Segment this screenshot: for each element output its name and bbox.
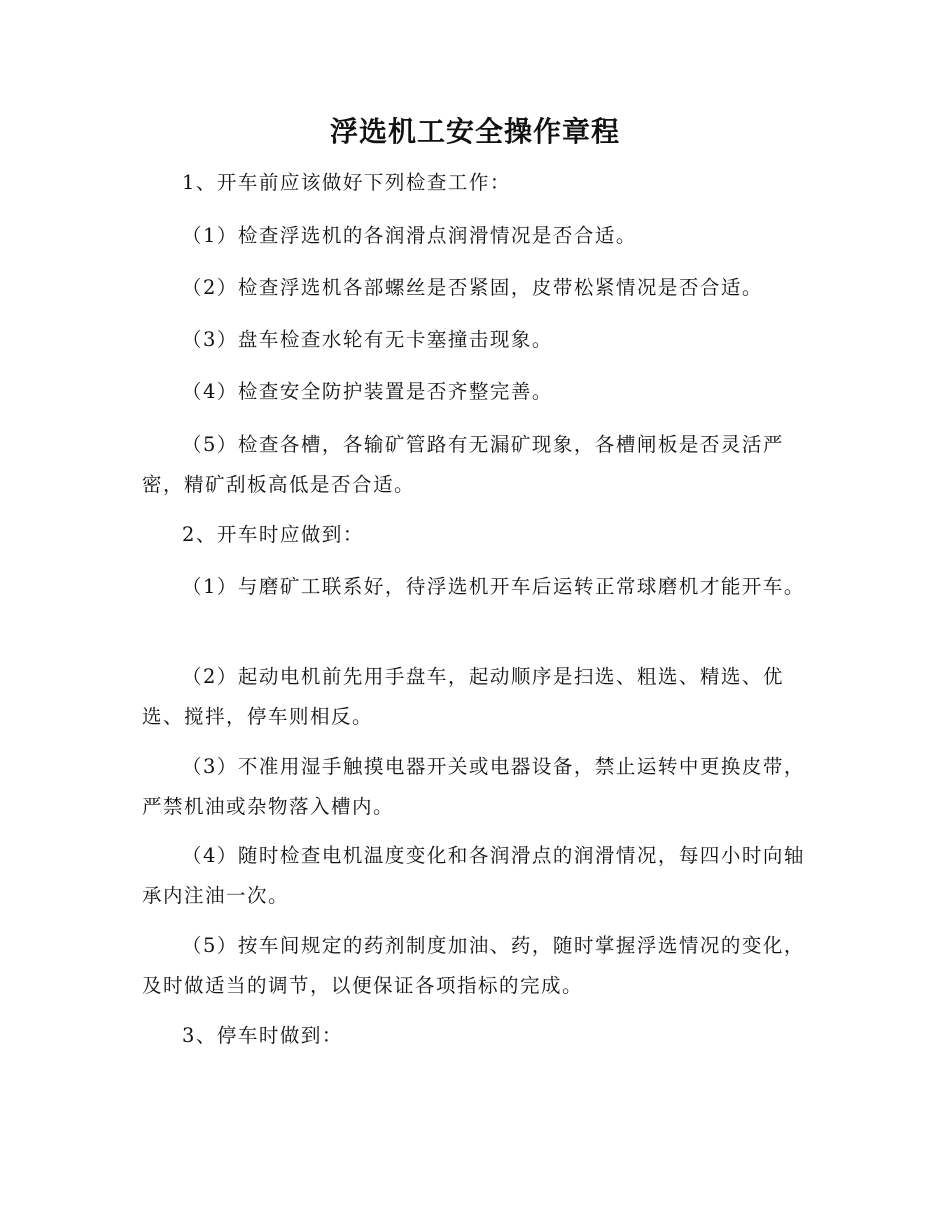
paragraph-2-1: （1）与磨矿工联系好，待浮选机开车后运转正常球磨机才能开车。: [182, 575, 805, 598]
paragraph-1-1: （1）检查浮选机的各润滑点润滑情况是否合适。: [182, 224, 637, 247]
paragraph-1-2: （2）检查浮选机各部螺丝是否紧固，皮带松紧情况是否合适。: [182, 276, 763, 299]
paragraph-2-4: （4）随时检查电机温度变化和各润滑点的润滑情况，每四小时向轴承内注油一次。: [142, 844, 805, 907]
section-1-heading: 1、开车前应该做好下列检查工作：: [182, 171, 511, 194]
document-title: 浮选机工安全操作章程: [329, 115, 620, 148]
paragraph-1-5: （5）检查各槽，各输矿管路有无漏矿现象，各槽闸板是否灵活严密，精矿刮板高低是否合适。: [142, 433, 784, 496]
section-3-heading: 3、停车时做到：: [182, 1024, 343, 1047]
paragraph-2-5: （5）按车间规定的药剂制度加油、药，随时掌握浮选情况的变化，及时做适当的调节，以便保证各项指标的完成。: [142, 934, 805, 997]
paragraph-1-3: （3）盘车检查水轮有无卡塞撞击现象。: [182, 328, 553, 351]
paragraph-2-2: （2）起动电机前先用手盘车，起动顺序是扫选、粗选、精选、优选、搅拌，停车则相反。: [142, 665, 784, 728]
paragraph-1-4: （4）检查安全防护装置是否齐整完善。: [182, 380, 553, 403]
paragraph-2-3: （3）不准用湿手触摸电器开关或电器设备，禁止运转中更换皮带，严禁机油或杂物落入槽内。: [142, 755, 805, 818]
section-2-heading: 2、开车时应做到：: [182, 523, 364, 546]
